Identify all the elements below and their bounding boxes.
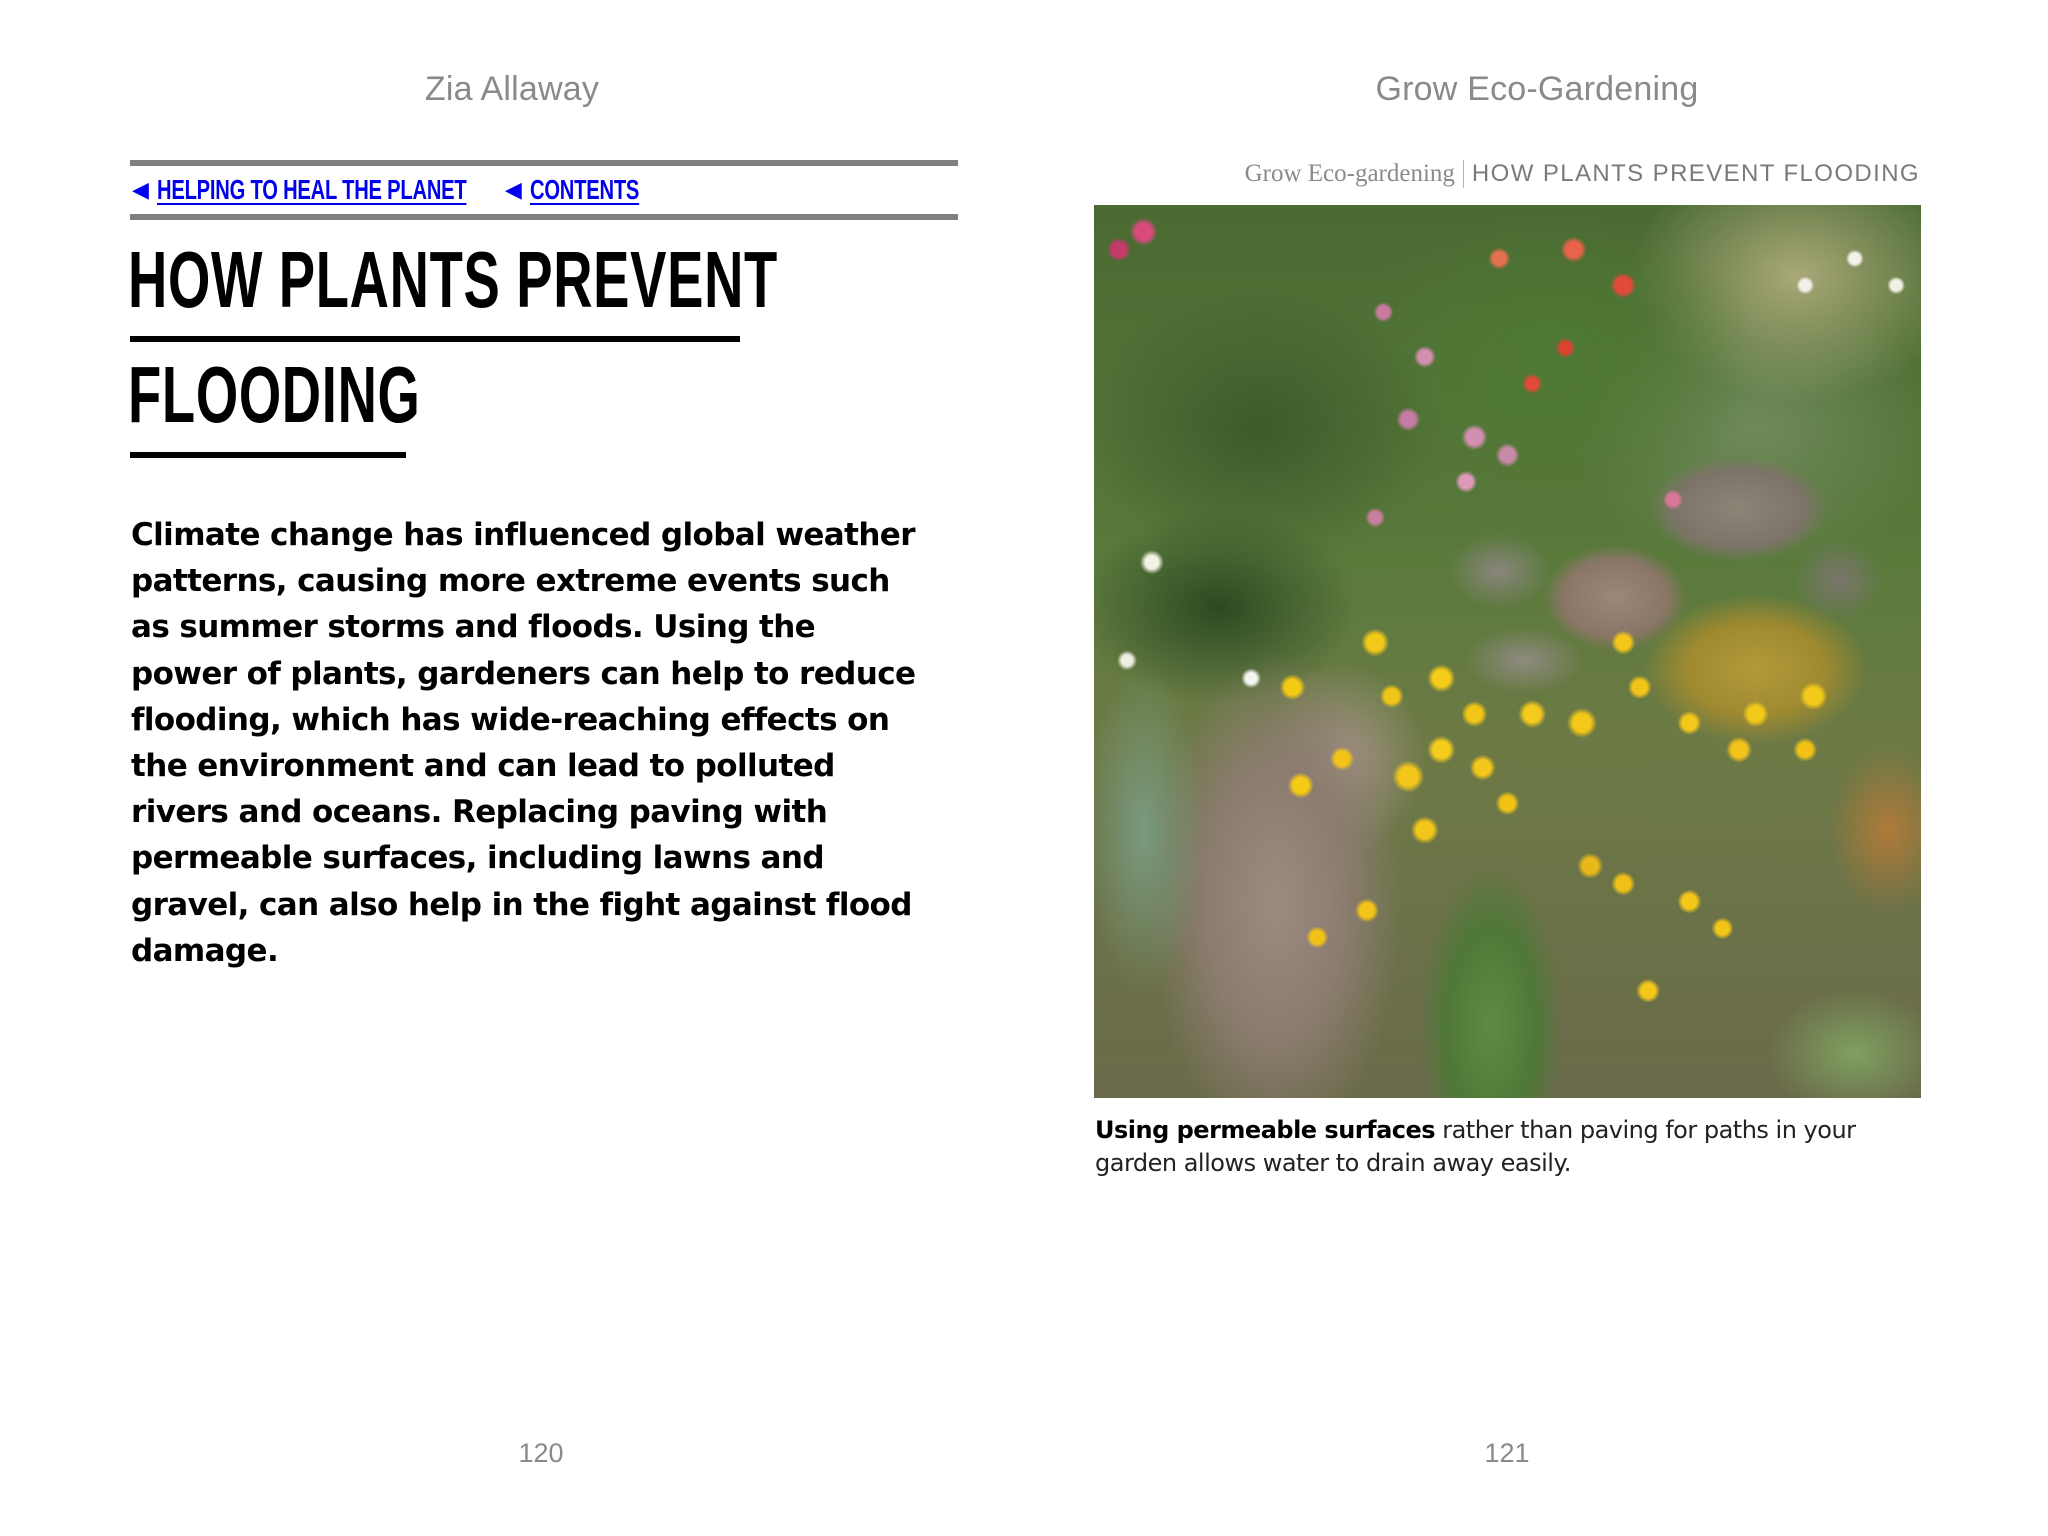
caption-bold-lead: Using permeable surfaces <box>1095 1116 1436 1144</box>
running-header-chapter: HOW PLANTS PREVENT FLOODING <box>1471 160 1920 187</box>
body-line: power of plants, gardeners can help to reduce <box>131 655 916 692</box>
link-contents[interactable]: CONTENTS <box>529 174 640 205</box>
nav-links <box>132 172 650 208</box>
triangle-left-icon: ◀ <box>132 177 149 203</box>
triangle-left-icon: ◀ <box>504 177 522 203</box>
body-line: flooding, which has wide-reaching effects on <box>131 701 890 738</box>
right-header-book-title: Grow Eco-Gardening <box>1375 70 1699 108</box>
photo-foreground-shrub <box>1094 205 1921 1098</box>
left-header-author: Zia Allaway <box>424 70 600 108</box>
heading-underline-1 <box>130 336 740 342</box>
running-header-book: Grow Eco-gardening <box>1244 160 1455 187</box>
body-line: as summer storms and floods. Using the <box>131 609 816 646</box>
body-line: gravel, can also help in the fight against flood <box>131 886 912 923</box>
nav-top-rule <box>130 160 958 166</box>
nav-bottom-rule <box>130 214 958 220</box>
chapter-heading-line-2: FLOODING <box>128 350 421 439</box>
chapter-heading-line-1: HOW PLANTS PREVENT <box>128 235 778 324</box>
heading-underline-2 <box>130 452 406 458</box>
link-helping-to-heal-the-planet[interactable]: HELPING TO HEAL THE PLANET <box>156 174 467 205</box>
body-line: rivers and oceans. Replacing paving with <box>131 794 828 831</box>
body-line: the environment and can lead to polluted <box>131 748 835 785</box>
body-line: permeable surfaces, including lawns and <box>131 840 824 877</box>
left-page-number: 120 <box>518 1438 564 1468</box>
running-header-separator <box>1463 160 1464 188</box>
running-header <box>1245 160 1920 188</box>
body-line: patterns, causing more extreme events such <box>131 563 890 600</box>
intro-paragraph <box>131 512 971 974</box>
body-line: damage. <box>131 932 279 969</box>
photo-caption <box>1095 1114 1925 1180</box>
garden-photo <box>1094 205 1921 1098</box>
right-page-number: 121 <box>1484 1438 1530 1468</box>
body-line: Climate change has influenced global weather <box>131 517 915 553</box>
caption-text: rather than paving for paths in your garden allows water to drain away easily. <box>1095 1116 1856 1177</box>
